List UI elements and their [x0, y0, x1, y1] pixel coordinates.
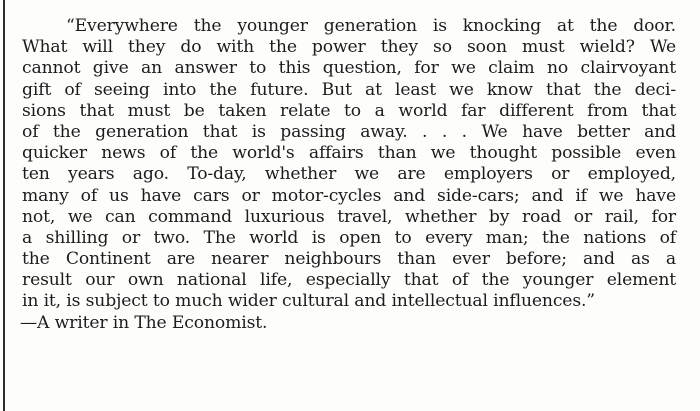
quote-line-9: many of us have cars or motor-cycles and side-cars; and if we have: [22, 185, 676, 206]
quote-attribution: —A writer in The Economist.: [20, 312, 268, 333]
quote-line-2: What will they do with the power they so soon must wield? We: [22, 37, 676, 58]
quote-line-6: of the generation that is passing away. . . . We have better and: [22, 121, 676, 142]
quote-line-8: ten years ago. To-day, whether we are employers or employed,: [22, 164, 676, 185]
quote-line-4: gift of seeing into the future. But at least we know that the deci-: [22, 79, 676, 100]
quote-line-12: the Continent are nearer neighbours than ever before; and as a: [22, 249, 676, 270]
quote-line-3: cannot give an answer to this question, for we claim no clairvoyant: [22, 58, 676, 79]
quote-line-5: sions that must be taken relate to a world far different from that: [22, 100, 676, 121]
quote-line-1: “Everywhere the younger generation is knocking at the door.: [66, 16, 676, 36]
quotation-block: [22, 16, 676, 334]
quote-line-11: a shilling or two. The world is open to every man; the nations of: [22, 227, 676, 248]
quote-line-7: quicker news of the world's affairs than we thought possible even: [22, 143, 676, 164]
quote-line-10: not, we can command luxurious travel, whether by road or rail, for: [22, 206, 676, 227]
left-margin-rule: [3, 0, 5, 411]
quote-line-14: in it, is subject to much wider cultural and intellectual influences.”: [22, 291, 595, 312]
quote-line-13: result our own national life, especially that of the younger element: [22, 270, 676, 291]
